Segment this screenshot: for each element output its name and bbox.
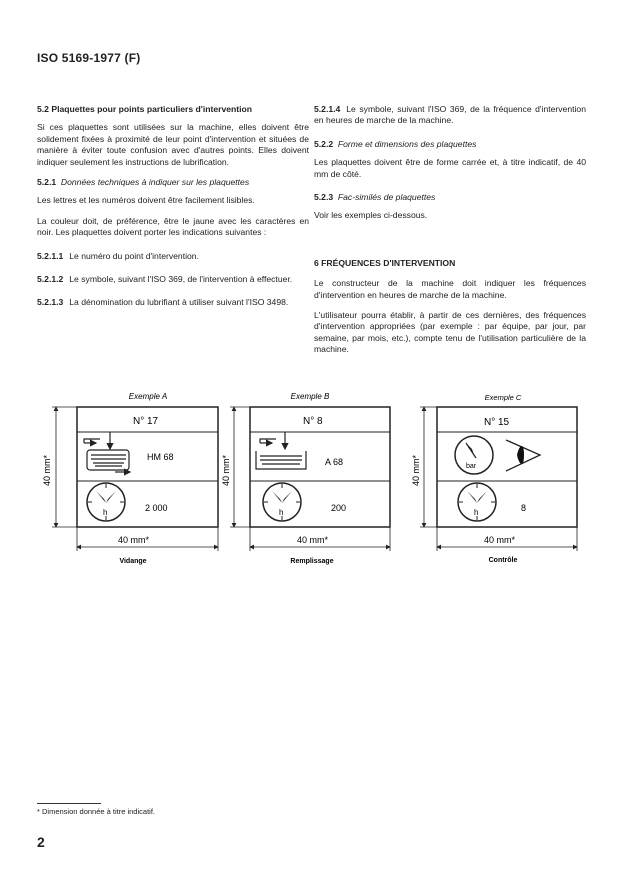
point-number: N° 8 [303, 416, 323, 427]
clock-label: h [103, 508, 108, 517]
section-number: 5.2.1.4 [314, 104, 341, 114]
width-dimension: 40 mm* [297, 535, 329, 545]
height-dimension: 40 mm* [411, 454, 421, 486]
clock-icon [263, 483, 301, 521]
lubricant: A 68 [325, 457, 344, 467]
lubricant: HM 68 [147, 452, 174, 462]
caption: Remplissage [290, 558, 334, 565]
hours: 200 [331, 503, 347, 513]
section-text: La dénomination du lubrifiant à utiliser suivant l'ISO 3498. [69, 297, 289, 308]
height-dimension: 40 mm* [221, 454, 231, 486]
example-b [221, 392, 390, 565]
caption: Vidange [119, 558, 147, 565]
section-5-2-1-title [37, 177, 309, 188]
section-heading: Données techniques à indiquer sur les plaquettes [60, 177, 250, 188]
section-heading: Fac-similés de plaquettes [337, 192, 436, 203]
example-c-title: Exemple C [484, 393, 522, 402]
section-5-2-title: 5.2 Plaquettes pour points particuliers d'intervention [37, 104, 253, 114]
example-a-title: Exemple A [128, 392, 168, 401]
section-number: 5.2.1.1 [37, 250, 64, 261]
example-a [42, 392, 218, 565]
clock-icon [87, 483, 125, 521]
paragraph: Les lettres et les numéros doivent être facilement lisibles. [37, 195, 255, 206]
clock-icon [458, 483, 496, 521]
clock-label: h [474, 508, 479, 517]
section-5-2-3-title [314, 192, 586, 203]
section-text: Le numéro du point d'intervention. [69, 250, 199, 261]
dimension-lines [420, 407, 577, 551]
left-column [37, 104, 309, 318]
section-5-2-text: Si ces plaquettes sont utilisées sur la machine, elles doivent être solidement fixées à proximité de leur point d'intervention et situées de manière à éviter toute confusion avec d'autres points. Elles doivent indiquer seulement les instructions de lubrification. [37, 122, 309, 167]
caption: Contrôle [488, 557, 518, 564]
dimension-lines [230, 407, 390, 551]
paragraph: La couleur doit, de préférence, être le jaune avec les caractères en noir. Les plaquettes doivent porter les indications suivantes : [37, 215, 309, 238]
paragraph: Voir les exemples ci-dessous. [314, 210, 428, 221]
section-number: 5.2.1 [37, 177, 57, 188]
pressure-gauge-icon [455, 436, 493, 474]
eye-icon [506, 440, 540, 471]
section-5-2-1-2 [37, 274, 309, 285]
section-text: Le symbole, suivant l'ISO 369, de la fréquence d'intervention en heures de marche de la machine. [314, 104, 586, 126]
page-number: 2 [37, 834, 45, 850]
footnote: * Dimension donnée à titre indicatif. [37, 807, 155, 816]
width-dimension: 40 mm* [118, 535, 150, 545]
height-dimension: 40 mm* [42, 454, 52, 486]
document-header: ISO 5169-1977 (F) [37, 51, 141, 65]
section-5-2-2-title [314, 139, 586, 150]
paragraph: Le constructeur de la machine doit indiquer les fréquences d'intervention en heures de marche de la machine. [314, 278, 586, 300]
section-5-2-1-1 [37, 251, 309, 262]
section-5-2-1-4 [314, 104, 586, 127]
paragraph: L'utilisateur pourra établir, à partir de ces dernières, des fréquences d'intervention appropriées (par exemple : par équipe, par jour, par semaine, par mois, etc.), compte tenu de l'utilisation particulière de la machine. [314, 310, 586, 355]
section-heading: Forme et dimensions des plaquettes [337, 138, 477, 149]
width-dimension: 40 mm* [484, 535, 516, 545]
hours: 8 [521, 503, 527, 513]
section-5-2-1-3 [37, 297, 309, 308]
hours: 2 000 [145, 503, 168, 513]
example-b-title: Exemple B [290, 392, 330, 401]
section-text: Le symbole, suivant l'ISO 369, de l'intervention à effectuer. [69, 274, 293, 285]
clock-label: h [279, 508, 284, 517]
point-number: N° 17 [133, 416, 159, 427]
paragraph: Les plaquettes doivent être de forme carrée et, à titre indicatif, de 40 mm de côté. [314, 157, 586, 179]
example-c [411, 393, 577, 564]
footnote-rule [37, 803, 101, 804]
section-number: 5.2.2 [314, 138, 334, 149]
gauge-label: bar [466, 463, 477, 470]
right-column [314, 104, 586, 365]
drain-icon [84, 432, 130, 472]
point-number: N° 15 [484, 417, 510, 428]
examples-figure [0, 385, 629, 585]
section-6-title: 6 FRÉQUENCES D'INTERVENTION [314, 257, 456, 268]
fill-icon [256, 432, 306, 469]
section-number: 5.2.1.3 [37, 297, 64, 308]
section-number: 5.2.1.2 [37, 274, 64, 285]
section-number: 5.2.3 [314, 192, 334, 203]
